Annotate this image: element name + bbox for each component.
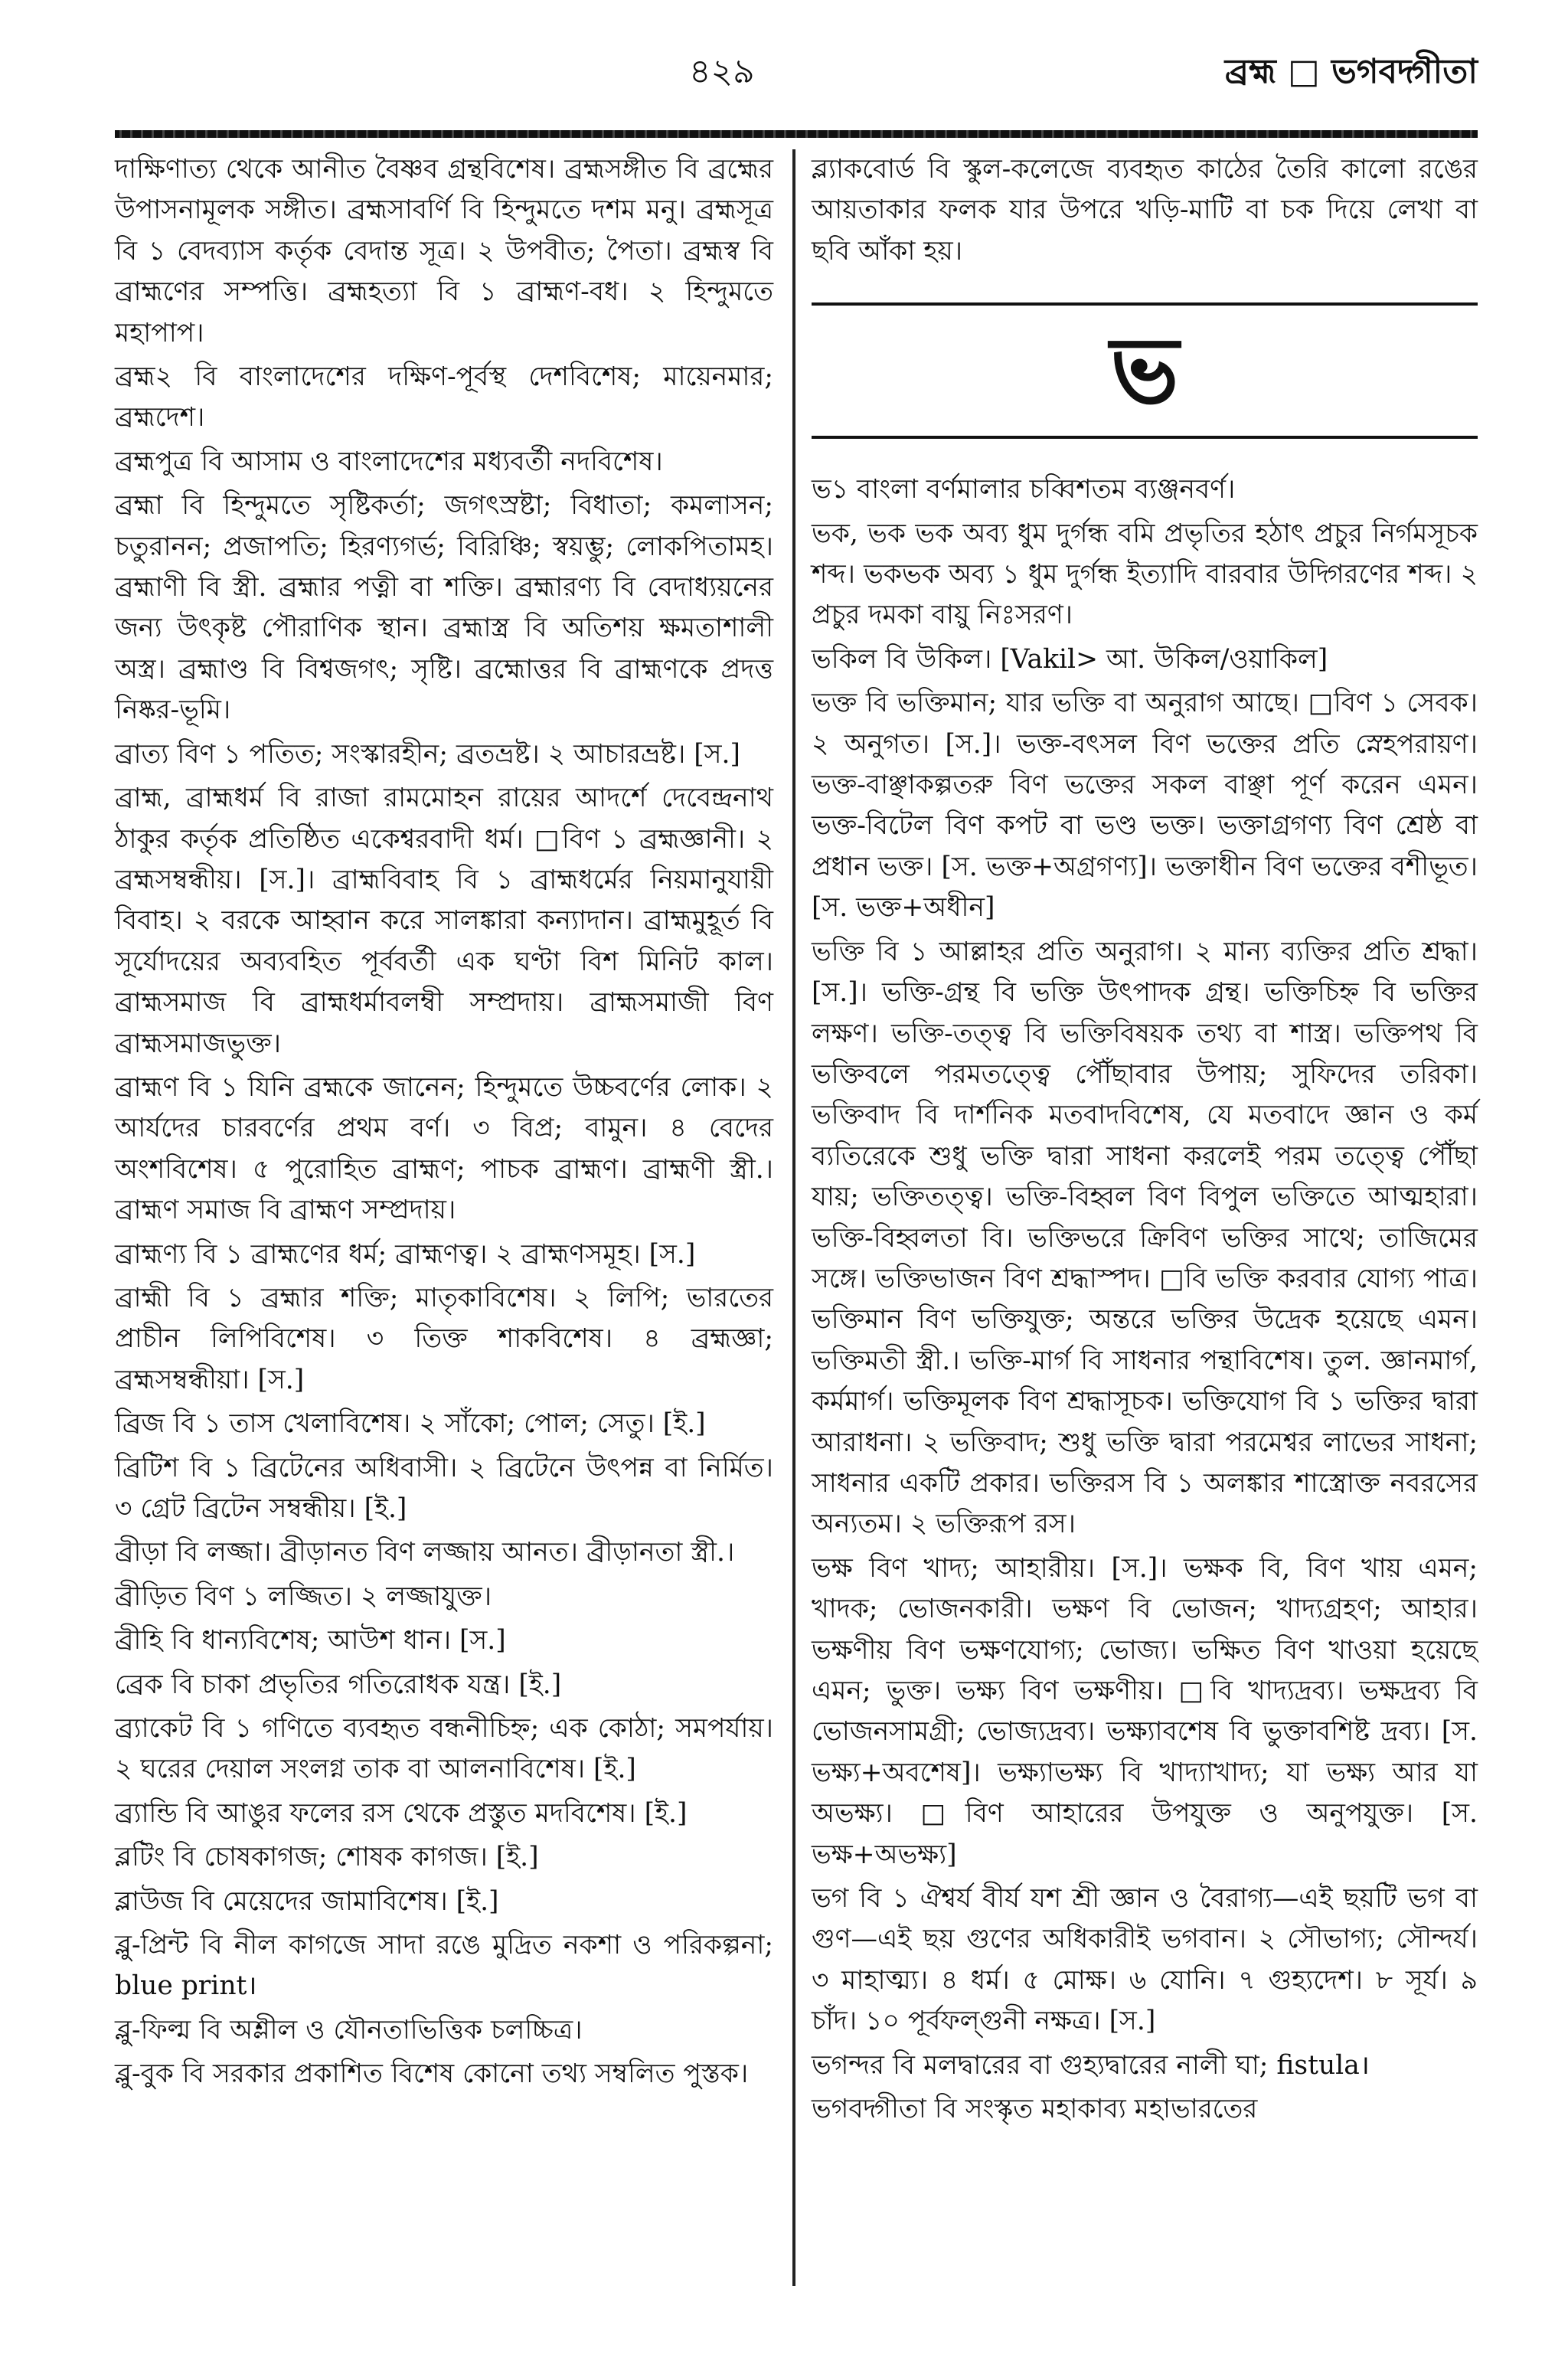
dictionary-entry: ব্রাত্য বিণ ১ পতিত; সংস্কারহীন; ব্রতভ্রষ্ট। ২ আচারভ্রষ্ট। [স.] <box>115 738 740 770</box>
dictionary-entry: ব্রহ্মপুত্র বি আসাম ও বাংলাদেশের মধ্যবর্তী নদবিশেষ। <box>115 446 663 477</box>
dictionary-entry: ভক্তি বি ১ আল্লাহর প্রতি অনুরাগ। ২ মান্য ব্যক্তির প্রতি শ্রদ্ধা। [স.]। ভক্তি-গ্রন্থ বি ভক্তি উৎপাদক গ্রন্থ। ভক্তিচিহ্ন বি ভক্তির লক্ষণ। ভক্তি-তত্ত্ব বি ভক্তিবিষয়ক তথ্য বা শাস্ত্র। ভক্তিপথ বি ভক্তিবলে পরমতত্ত্বে পৌঁছাবার উপায়; সুফিদের তরিকা। ভক্তিবাদ বি দার্শনিক মতবাদবিশেষ, যে মতবাদে জ্ঞান ও কর্ম ব্যতিরেকে শুধু ভক্তি দ্বারা সাধনা করলেই পরম তত্ত্বে পৌঁছা যায়; ভক্তিতত্ত্ব। ভক্তি-বিহ্বল বিণ বিপুল ভক্তিতে আত্মহারা। ভক্তি-বিহ্বলতা বি। ভক্তিভরে ক্রিবিণ ভক্তির সাথে; তাজিমের সঙ্গে। ভক্তিভাজন বিণ শ্রদ্ধাস্পদ। □বি ভক্তি করবার যোগ্য পাত্র। ভক্তিমান বিণ ভক্তিযুক্ত; অন্তরে ভক্তির উদ্রেক হয়েছে এমন। ভক্তিমতী স্ত্রী.। ভক্তি-মার্গ বি সাধনার পন্থাবিশেষ। তুল. জ্ঞানমার্গ, কর্মমার্গ। ভক্তিমূলক বিণ শ্রদ্ধাসূচক। ভক্তিযোগ বি ১ ভক্তির দ্বারা আরাধনা। ২ ভক্তিবাদ; শুধু ভক্তি দ্বারা পরমেশ্বর লাভের সাধনা; সাধনার একটি প্রকার। ভক্তিরস বি ১ অলঙ্কার শাস্ত্রোক্ত নবরসের অন্যতম। ২ ভক্তিরূপ রস। <box>812 936 1478 1540</box>
section-heading <box>812 302 1478 439</box>
dictionary-entry: ব্ল্যাকবোর্ড বি স্কুল-কলেজে ব্যবহৃত কাঠের তৈরি কালো রঙের আয়তাকার ফলক যার উপরে খড়ি-মাটি বা চক দিয়ে লেখা বা ছবি আঁকা হয়। <box>812 154 1478 267</box>
page-header <box>115 46 1478 107</box>
column-divider <box>792 149 795 2286</box>
dictionary-entry: ব্রহ্মা বি হিন্দুমতে সৃষ্টিকর্তা; জগৎস্রষ্টা; বিধাতা; কমলাসন; চতুরানন; প্রজাপতি; হিরণ্যগর্ভ; বিরিঞ্চি; স্বয়ম্ভু; লোকপিতামহ। ব্রহ্মাণী বি স্ত্রী. ব্রহ্মার পত্নী বা শক্তি। ব্রহ্মারণ্য বি বেদাধ্যয়নের জন্য উৎকৃষ্ট পৌরাণিক স্থান। ব্রহ্মাস্ত্র বি অতিশয় ক্ষমতাশালী অস্ত্র। ব্রহ্মাণ্ড বি বিশ্বজগৎ; সৃষ্টি। ব্রহ্মোত্তর বি ব্রাহ্মণকে প্রদত্ত নিষ্কর-ভূমি। <box>115 490 773 726</box>
dictionary-entry: ব্রাহ্মণ্য বি ১ ব্রাহ্মণের ধর্ম; ব্রাহ্মণত্ব। ২ ব্রাহ্মণসমূহ। [স.] <box>115 1238 696 1270</box>
section-rule-bottom <box>812 436 1478 439</box>
dictionary-entry: ব্র্যান্ডি বি আঙুর ফলের রস থেকে প্রস্তুত মদবিশেষ। [ই.] <box>115 1797 688 1829</box>
dictionary-entry: ভ১ বাংলা বর্ণমালার চব্বিশতম ব্যঞ্জনবর্ণ। <box>812 474 1236 505</box>
dictionary-entry: ভগ বি ১ ঐশ্বর্য বীর্য যশ শ্রী জ্ঞান ও বৈরাগ্য—এই ছয়টি ভগ বা গুণ—এই ছয় গুণের অধিকারীই ভগবান। ২ সৌভাগ্য; সৌন্দর্য। ৩ মাহাত্ম্য। ৪ ধর্ম। ৫ মোক্ষ। ৬ যোনি। ৭ গুহ্যদেশ। ৮ সূর্য। ৯ চাঁদ। ১০ পূর্বফল্গুনী নক্ষত্র। [স.] <box>812 1883 1478 2037</box>
dictionary-entry: ব্লু-ফিল্ম বি অশ্লীল ও যৌনতাভিত্তিক চলচ্চিত্র। <box>115 2014 583 2045</box>
dictionary-entry: ব্লাউজ বি মেয়েদের জামাবিশেষ। [ই.] <box>115 1885 499 1917</box>
right-column <box>812 149 1478 2130</box>
header-rule <box>115 130 1478 138</box>
dictionary-entry: ভক্ষ বিণ খাদ্য; আহারীয়। [স.]। ভক্ষক বি, বিণ খায় এমন; খাদক; ভোজনকারী। ভক্ষণ বি ভোজন; খাদ্যগ্রহণ; আহার। ভক্ষণীয় বিণ ভক্ষণযোগ্য; ভোজ্য। ভক্ষিত বিণ খাওয়া হয়েছে এমন; ভুক্ত। ভক্ষ্য বিণ ভক্ষণীয়। □বি খাদ্যদ্রব্য। ভক্ষদ্রব্য বি ভোজনসামগ্রী; ভোজ্যদ্রব্য। ভক্ষ্যাবশেষ বি ভুক্তাবশিষ্ট দ্রব্য। [স. ভক্ষ্য+অবশেষ]। ভক্ষ্যাভক্ষ্য বি খাদ্যাখাদ্য; যা ভক্ষ্য আর যা অভক্ষ্য। □বিণ আহারের উপযুক্ত ও অনুপযুক্ত। [স. ভক্ষ+অভক্ষ্য] <box>812 1552 1478 1870</box>
dictionary-entry: ব্রীহি বি ধান্যবিশেষ; আউশ ধান। [স.] <box>115 1625 506 1656</box>
dictionary-entry: ভকিল বি উকিল। [Vakil> আ. উকিল/ওয়াকিল] <box>812 643 1328 675</box>
dictionary-entry: ব্রিটিশ বি ১ ব্রিটেনের অধিবাসী। ২ ব্রিটেনে উৎপন্ন বা নির্মিত। ৩ গ্রেট ব্রিটেন সম্বন্ধীয়। [ই.] <box>115 1452 773 1524</box>
dictionary-entry: ব্রীড়া বি লজ্জা। ব্রীড়ানত বিণ লজ্জায় আনত। ব্রীড়ানতা স্ত্রী.। <box>115 1537 735 1568</box>
right-column-top <box>812 149 1478 272</box>
dictionary-entry: ভক্ত বি ভক্তিমান; যার ভক্তি বা অনুরাগ আছে। □বিণ ১ সেবক। ২ অনুগত। [স.]। ভক্ত-বৎসল বিণ ভক্তের প্রতি স্নেহপরায়ণ। ভক্ত-বাঞ্ছাকল্পতরু বিণ ভক্তের সকল বাঞ্ছা পূর্ণ করেন এমন। ভক্ত-বিটেল বিণ কপট বা ভণ্ড ভক্ত। ভক্তাগ্রগণ্য বিণ শ্রেষ্ঠ বা প্রধান ভক্ত। [স. ভক্ত+অগ্রগণ্য]। ভক্তাধীন বিণ ভক্তের বশীভূত। [স. ভক্ত+অধীন] <box>812 688 1478 924</box>
dictionary-entry: ব্লু-বুক বি সরকার প্রকাশিত বিশেষ কোনো তথ্য সম্বলিত পুস্তক। <box>115 2058 749 2090</box>
dictionary-entry: ব্রেক বি চাকা প্রভৃতির গতিরোধক যন্ত্র। [ই.] <box>115 1669 562 1700</box>
dictionary-entry: দাক্ষিণাত্য থেকে আনীত বৈষ্ণব গ্রন্থবিশেষ। ব্রহ্মসঙ্গীত বি ব্রহ্মের উপাসনামূলক সঙ্গীত। ব্রহ্মসাবর্ণি বি হিন্দুমতে দশম মনু। ব্রহ্মসূত্র বি ১ বেদব্যাস কর্তৃক বেদান্ত সূত্র। ২ উপবীত; পৈতা। ব্রহ্মস্ব বি ব্রাহ্মণের সম্পত্তি। ব্রহ্মহত্যা বি ১ ব্রাহ্মণ-বধ। ২ হিন্দুমতে মহাপাপ। <box>115 154 773 348</box>
guide-words <box>1225 46 1478 102</box>
dictionary-entry: ব্রাহ্ম, ব্রাহ্মধর্ম বি রাজা রামমোহন রায়ের আদর্শে দেবেন্দ্রনাথ ঠাকুর কর্তৃক প্রতিষ্ঠিত একেশ্বরবাদী ধর্ম। □বিণ ১ ব্রহ্মজ্ঞানী। ২ ব্রহ্মসম্বন্ধীয়। [স.]। ব্রাহ্মবিবাহ বি ১ ব্রাহ্মধর্মের নিয়মানুযায়ী বিবাহ। ২ বরকে আহ্বান করে সালঙ্কারা কন্যাদান। ব্রাহ্মমুহূর্ত বি সূর্যোদয়ের অব্যবহিত পূর্ববর্তী এক ঘণ্টা বিশ মিনিট কাল। ব্রাহ্মসমাজ বি ব্রাহ্মধর্মাবলম্বী সম্প্রদায়। ব্রাহ্মসমাজী বিণ ব্রাহ্মসমাজভুক্ত। <box>115 783 773 1059</box>
guide-words-text: ব্রহ্ম □ ভগবদ্গীতা <box>1224 52 1478 91</box>
dictionary-entry: ভগন্দর বি মলদ্বারের বা গুহ্যদ্বারের নালী ঘা; fistula। <box>812 2049 1370 2081</box>
dictionary-entry: ব্রাহ্মী বি ১ ব্রহ্মার শক্তি; মাতৃকাবিশেষ। ২ লিপি; ভারতের প্রাচীন লিপিবিশেষ। ৩ তিক্ত শাকবিশেষ। ৪ ব্রহ্মজ্ঞা; ব্রহ্মসম্বন্ধীয়া। [স.] <box>115 1282 773 1395</box>
section-letter: ভ <box>1110 316 1179 425</box>
right-column-entries <box>812 469 1478 2130</box>
dictionary-entry: ব্র্যাকেট বি ১ গণিতে ব্যবহৃত বন্ধনীচিহ্ন; এক কোঠা; সমপর্যায়। ২ ঘরের দেয়াল সংলগ্ন তাক বা আলনাবিশেষ। [ই.] <box>115 1713 773 1785</box>
dictionary-entry: ভগবদ্গীতা বি সংস্কৃত মহাকাব্য মহাভারতের <box>812 2094 1258 2125</box>
dictionary-entry: ব্রিজ বি ১ তাস খেলাবিশেষ। ২ সাঁকো; পোল; সেতু। [ই.] <box>115 1408 706 1440</box>
dictionary-entry: ব্রাহ্মণ বি ১ যিনি ব্রহ্মকে জানেন; হিন্দুমতে উচ্চবর্ণের লোক। ২ আর্যদের চারবর্ণের প্রথম বর্ণ। ৩ বিপ্র; বামুন। ৪ বেদের অংশবিশেষ। ৫ পুরোহিত ব্রাহ্মণ; পাচক ব্রাহ্মণ। ব্রাহ্মণী স্ত্রী.। ব্রাহ্মণ সমাজ বি ব্রাহ্মণ সম্প্রদায়। <box>115 1071 773 1226</box>
dictionary-entry: ব্রীড়িত বিণ ১ লজ্জিত। ২ লজ্জাযুক্ত। <box>115 1581 492 1612</box>
dictionary-entry: ব্রহ্ম২ বি বাংলাদেশের দক্ষিণ-পূর্বস্থ দেশবিশেষ; মায়েনমার; ব্রহ্মদেশ। <box>115 361 773 433</box>
left-column <box>115 149 773 2095</box>
dictionary-entry: ভক, ভক ভক অব্য ধুম দুর্গন্ধ বমি প্রভৃতির হঠাৎ প্রচুর নির্গমসূচক শব্দ। ভকভক অব্য ১ ধুম দুর্গন্ধ ইত্যাদি বারবার উদ্গিরণের শব্দ। ২ প্রচুর দমকা বায়ু নিঃসরণ। <box>812 518 1478 631</box>
dictionary-entry: ব্লটিং বি চোষকাগজ; শোষক কাগজ। [ই.] <box>115 1842 539 1873</box>
page-number: ৪২৯ <box>689 52 755 91</box>
dictionary-entry: ব্লু-প্রিন্ট বি নীল কাগজে সাদা রঙে মুদ্রিত নকশা ও পরিকল্পনা; blue print। <box>115 1930 773 2002</box>
